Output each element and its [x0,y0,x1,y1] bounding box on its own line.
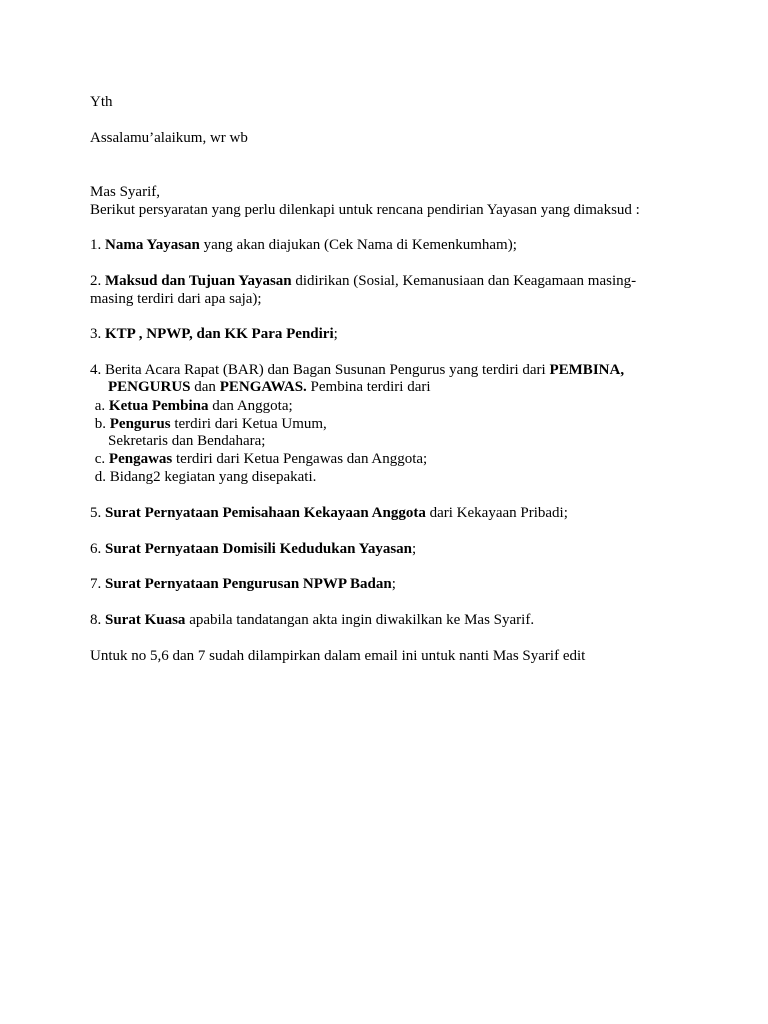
item-text: Pembina terdiri dari [306,379,431,395]
item-number: 8. [90,612,102,628]
item-number: 4. [90,362,102,378]
item-bold-pengawas: PENGAWAS. [219,379,307,395]
item-text: ; [391,576,396,592]
sub-item-text: terdiri dari Ketua Pengawas dan Anggota; [172,451,428,467]
item-text: dari Kekayaan Pribadi; [425,505,568,521]
requirement-item-5 [90,504,568,522]
sub-item-label: d. [94,469,106,485]
item-number: 1. [90,237,102,253]
sub-item-title: Pengurus [109,416,171,432]
item-number: 3. [90,326,102,342]
requirement-item-8 [90,611,534,629]
sub-item-b [91,415,327,433]
item-bold-pengurus: PENGURUS [108,379,191,395]
item-title: Surat Pernyataan Domisili Kedudukan Yayasan [105,541,413,557]
item-text: apabila tandatangan akta ingin diwakilkan ke Mas Syarif. [185,612,535,628]
sub-item-title: Ketua Pembina [108,398,209,414]
sub-item-a [91,397,293,415]
item-number: 2. [90,273,102,289]
requirement-item-2-continuation: masing terdiri dari apa saja); [90,291,262,307]
item-text: Berita Acara Rapat (BAR) dan Bagan Susunan Pengurus yang terdiri dari [105,362,550,378]
requirement-item-4 [90,361,624,379]
sub-item-text: dan Anggota; [208,398,293,414]
sub-item-d [91,468,316,486]
requirement-item-4-continuation [108,378,431,396]
item-text: yang akan diajukan (Cek Nama di Kemenkumham); [199,237,517,253]
sub-item-label: c. [94,451,106,467]
requirement-item-7 [90,575,396,593]
addressee: Mas Syarif, [90,184,160,200]
item-number: 5. [90,505,102,521]
item-title: Surat Kuasa [105,612,186,628]
item-text: ; [412,541,417,557]
closing-note: Untuk no 5,6 dan 7 sudah dilampirkan dalam email ini untuk nanti Mas Syarif edit [90,648,586,664]
greeting: Assalamu’alaikum, wr wb [90,130,248,146]
item-number: 7. [90,576,102,592]
sub-item-title: Pengawas [108,451,173,467]
sub-item-b-continuation: Sekretaris dan Bendahara; [108,433,266,449]
requirement-item-1 [90,236,517,254]
intro-text: Berikut persyaratan yang perlu dilenkapi untuk rencana pendirian Yayasan yang dimaksud : [90,202,640,218]
requirement-item-3 [90,325,338,343]
sub-item-text: Bidang2 kegiatan yang disepakati. [109,469,317,485]
sub-item-text: terdiri dari Ketua Umum, [170,416,327,432]
item-bold-pembina: PEMBINA, [549,362,625,378]
item-title: Surat Pernyataan Pengurusan NPWP Badan [105,576,392,592]
item-text: didirikan (Sosial, Kemanusiaan dan Keagamaan masing- [291,273,637,289]
sub-item-c [91,450,427,468]
salutation: Yth [90,94,113,110]
item-title: Surat Pernyataan Pemisahaan Kekayaan Anggota [105,505,426,521]
sub-item-label: b. [94,416,106,432]
item-title: Maksud dan Tujuan Yayasan [105,273,292,289]
requirement-item-2 [90,272,636,290]
item-number: 6. [90,541,102,557]
item-title: KTP , NPWP, dan KK Para Pendiri [105,326,334,342]
item-title: Nama Yayasan [105,237,200,253]
sub-item-label: a. [94,398,106,414]
requirement-item-6 [90,540,416,558]
item-text: ; [333,326,338,342]
item-text: dan [190,379,220,395]
